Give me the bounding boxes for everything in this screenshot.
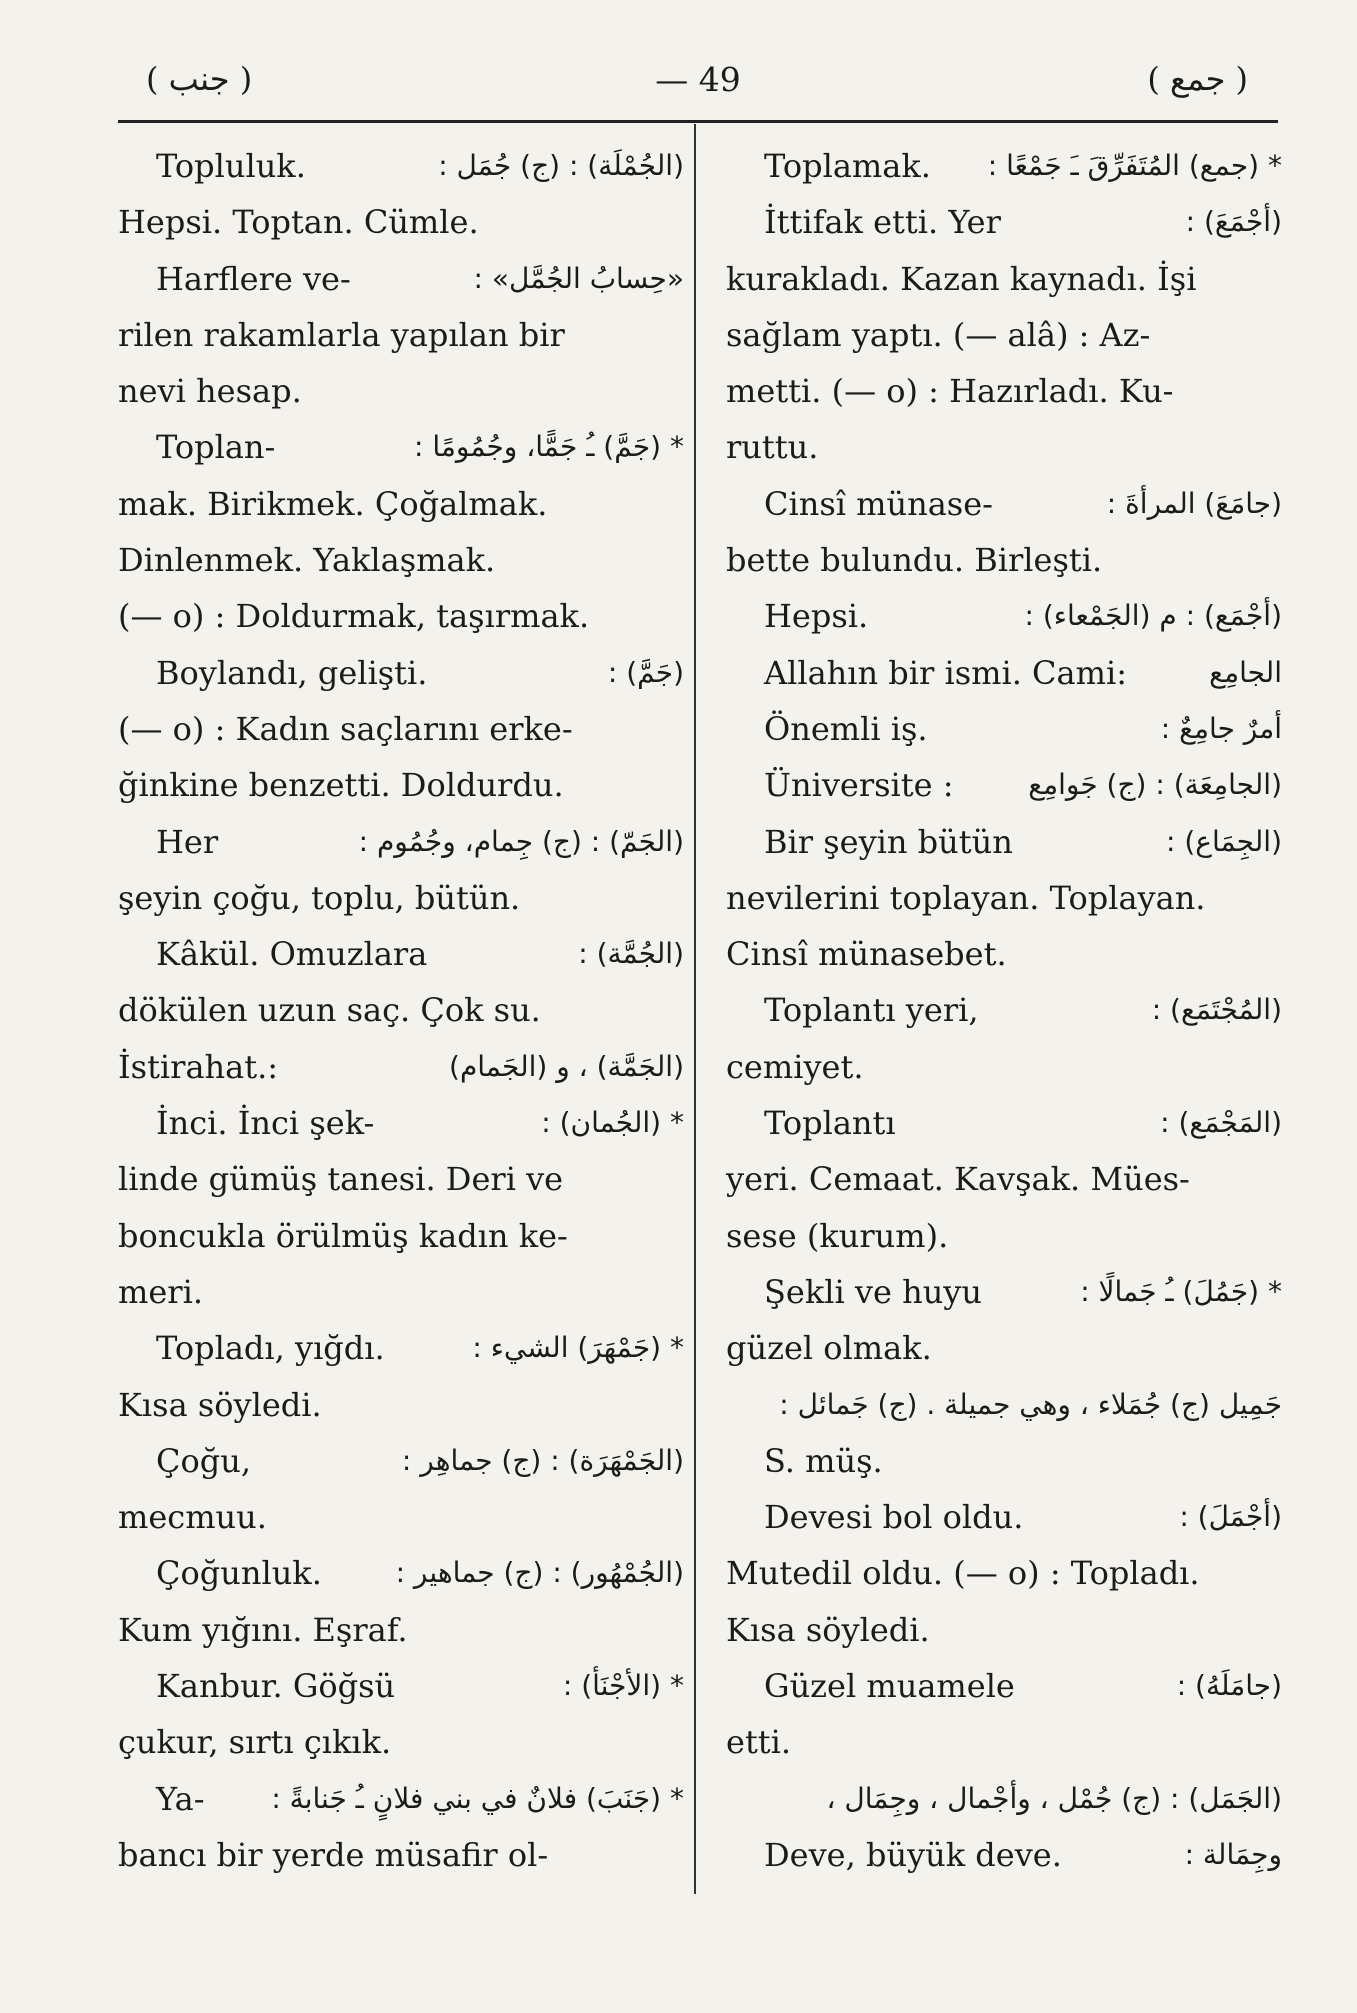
arabic-headword: (أجْمَلَ) :	[1179, 1500, 1282, 1534]
arabic-headword: (الجَمَّة) ، و (الجَمام)	[449, 1049, 684, 1083]
dictionary-line	[118, 476, 684, 532]
dictionary-line	[726, 701, 1282, 757]
dictionary-line	[726, 1714, 1282, 1770]
dictionary-line	[118, 1545, 684, 1601]
turkish-text: çukur, sırtı çıkık.	[118, 1723, 392, 1762]
turkish-text: Allahın bir ismi. Cami:	[764, 653, 1127, 692]
dictionary-line	[726, 476, 1282, 532]
turkish-text: Şekli ve huyu	[764, 1272, 982, 1311]
right-column	[726, 138, 1282, 1883]
left-column	[118, 138, 684, 1883]
dictionary-line	[118, 419, 684, 475]
dictionary-line	[118, 870, 684, 926]
dictionary-line	[726, 251, 1282, 307]
dictionary-line	[726, 1039, 1282, 1095]
turkish-text: Her	[156, 822, 219, 861]
arabic-headword: (جامَعَ) المرأةَ :	[1106, 486, 1282, 520]
turkish-text: bette bulundu. Birleşti.	[726, 541, 1103, 580]
dictionary-line	[118, 1320, 684, 1376]
turkish-text: Kum yığını. Eşraf.	[118, 1610, 408, 1649]
turkish-text: güzel olmak.	[726, 1329, 932, 1368]
turkish-text: İstirahat.:	[118, 1047, 279, 1086]
dictionary-line	[118, 1208, 684, 1264]
dictionary-line	[118, 1602, 684, 1658]
arabic-headword: (الجُمْلَة) : (ج) جُمَل :	[438, 149, 684, 182]
dictionary-line	[118, 1039, 684, 1095]
dictionary-line	[118, 194, 684, 250]
turkish-text: (— o) : Kadın saçlarını erke-	[118, 709, 573, 748]
turkish-text: nevilerini toplayan. Toplayan.	[726, 878, 1206, 917]
dictionary-line	[726, 1489, 1282, 1545]
arabic-headword: (المُجْتَمَع) :	[1151, 993, 1282, 1027]
dictionary-line	[118, 1658, 684, 1714]
turkish-text: Çoğu,	[156, 1441, 252, 1480]
dictionary-line	[726, 532, 1282, 588]
turkish-text: mecmuu.	[118, 1498, 267, 1537]
page-header	[118, 52, 1278, 138]
arabic-headword: * (الجُمان) :	[541, 1106, 684, 1140]
dictionary-line	[118, 645, 684, 701]
dictionary-line	[726, 757, 1282, 813]
turkish-text: Çoğunluk.	[156, 1554, 322, 1593]
dictionary-line	[726, 645, 1282, 701]
turkish-text: kurakladı. Kazan kaynadı. İşi	[726, 259, 1197, 298]
turkish-text: Hepsi.	[764, 597, 869, 636]
dictionary-line	[726, 138, 1282, 194]
dictionary-line	[726, 1545, 1282, 1601]
dictionary-line	[118, 532, 684, 588]
turkish-text: mak. Birikmek. Çoğalmak.	[118, 484, 548, 523]
dictionary-line	[118, 982, 684, 1038]
dictionary-line	[726, 1208, 1282, 1264]
turkish-text: Topladı, yığdı.	[156, 1329, 385, 1368]
dictionary-line	[726, 307, 1282, 363]
dictionary-line	[726, 1658, 1282, 1714]
arabic-headword: «حِسابُ الجُمَّل» :	[473, 261, 684, 295]
turkish-text: Toplan-	[156, 428, 276, 467]
turkish-text: Toplamak.	[764, 147, 931, 185]
turkish-text: bancı bir yerde müsafir ol-	[118, 1835, 549, 1874]
dictionary-line	[118, 138, 684, 194]
dictionary-line	[726, 194, 1282, 250]
dictionary-line	[726, 1264, 1282, 1320]
turkish-text: ruttu.	[726, 428, 819, 467]
arabic-headword: جَمِيل (ج) جُمَلاء ، وهي جميلة . (ج) جَمائل :	[779, 1387, 1282, 1421]
arabic-headword: (أجْمَعَ) :	[1185, 205, 1282, 239]
dictionary-line	[118, 1377, 684, 1433]
turkish-text: Ya-	[156, 1779, 205, 1818]
arabic-headword: أمرٌ جامِعٌ :	[1160, 711, 1282, 745]
dictionary-line	[726, 1771, 1282, 1827]
turkish-text: Bir şeyin bütün	[764, 822, 1013, 861]
turkish-text: Deve, büyük deve.	[764, 1835, 1062, 1874]
arabic-headword: (الجِمَاع) :	[1166, 824, 1282, 858]
dictionary-line	[118, 926, 684, 982]
turkish-text: şeyin çoğu, toplu, bütün.	[118, 878, 521, 917]
turkish-text: (— o) : Doldurmak, taşırmak.	[118, 597, 590, 636]
arabic-headword: (الجُمَّة) :	[578, 937, 684, 971]
dictionary-line	[118, 363, 684, 419]
dictionary-line	[118, 588, 684, 644]
turkish-text: Toplantı yeri,	[764, 991, 979, 1030]
turkish-text: linde gümüş tanesi. Deri ve	[118, 1160, 564, 1199]
turkish-text: Dinlenmek. Yaklaşmak.	[118, 541, 496, 580]
arabic-headword: (الجَمْهَرَة) : (ج) جماهِر :	[401, 1443, 684, 1477]
arabic-headword: (الجُمْهُور) : (ج) جماهير :	[395, 1556, 684, 1590]
dictionary-line	[726, 1377, 1282, 1433]
arabic-headword: * (جَنَبَ) فلانٌ في بني فلانٍ ـُ جَنابةً :	[271, 1781, 684, 1815]
dictionary-line	[118, 1095, 684, 1151]
turkish-text: İnci. İnci şek-	[156, 1104, 375, 1143]
turkish-text: Kanbur. Göğsü	[156, 1667, 396, 1706]
dictionary-line	[726, 419, 1282, 475]
dictionary-line	[726, 1320, 1282, 1376]
dictionary-line	[726, 588, 1282, 644]
turkish-text: Kısa söyledi.	[726, 1610, 930, 1649]
header-rule	[118, 120, 1278, 123]
turkish-text: sağlam yaptı. (— alâ) : Az-	[726, 315, 1151, 354]
turkish-text: Boylandı, gelişti.	[156, 653, 428, 692]
dictionary-line	[118, 1771, 684, 1827]
dictionary-line	[726, 363, 1282, 419]
dictionary-line	[118, 757, 684, 813]
arabic-headword: (أجْمَع) : م (الجَمْعاء) :	[1024, 599, 1282, 633]
turkish-text: Kısa söyledi.	[118, 1385, 322, 1424]
dictionary-line	[118, 307, 684, 363]
turkish-text: Cinsî münasebet.	[726, 935, 1007, 974]
turkish-text: metti. (— o) : Hazırladı. Ku-	[726, 372, 1174, 411]
arabic-headword: (الجامِعَة) : (ج) جَوامِع	[1028, 768, 1282, 802]
dictionary-line	[118, 1151, 684, 1207]
dictionary-line	[726, 1433, 1282, 1489]
dictionary-line	[118, 1489, 684, 1545]
arabic-headword: * (جَمْهَرَ) الشيء :	[472, 1331, 684, 1365]
arabic-headword: * (الأجْنَأ) :	[562, 1669, 684, 1703]
turkish-text: ğinkine benzetti. Doldurdu.	[118, 766, 564, 805]
turkish-text: sese (kurum).	[726, 1216, 949, 1255]
arabic-headword: (الجَمَل) : (ج) جُمْل ، وأجْمال ، وجِمَال ،	[826, 1781, 1282, 1815]
turkish-text: Üniversite :	[764, 766, 954, 805]
dictionary-line	[118, 1714, 684, 1770]
dictionary-line	[118, 1264, 684, 1320]
turkish-text: Cinsî münase-	[764, 484, 993, 523]
dictionary-line	[726, 1827, 1282, 1883]
turkish-text: etti.	[726, 1723, 792, 1762]
arabic-headword: (جامَلَهُ) :	[1176, 1669, 1282, 1703]
turkish-text: dökülen uzun saç. Çok su.	[118, 991, 541, 1030]
turkish-text: Önemli iş.	[764, 709, 928, 748]
turkish-text: meri.	[118, 1272, 203, 1311]
dictionary-line	[726, 926, 1282, 982]
turkish-text: S. müş.	[764, 1441, 883, 1480]
header-left-keyword: ( جنب )	[146, 60, 253, 98]
arabic-headword: * (جمع) المُتَفَرِّقَ ـَ جَمْعًا :	[987, 149, 1282, 182]
dictionary-line	[726, 1151, 1282, 1207]
turkish-text: nevi hesap.	[118, 372, 302, 411]
column-divider	[694, 124, 696, 1894]
arabic-headword: الجامِع	[1209, 655, 1282, 689]
dictionary-line	[118, 701, 684, 757]
arabic-headword: (الجَمّ) : (ج) جِمام، وجُمُوم :	[358, 824, 684, 858]
turkish-text: Toplantı	[764, 1104, 896, 1143]
dictionary-line	[118, 1827, 684, 1883]
turkish-text: Kâkül. Omuzlara	[156, 935, 428, 974]
arabic-headword: وجِمَالة :	[1184, 1837, 1282, 1871]
dictionary-line	[118, 1433, 684, 1489]
turkish-text: Devesi bol oldu.	[764, 1498, 1024, 1537]
dictionary-line	[726, 1095, 1282, 1151]
dictionary-line	[726, 982, 1282, 1038]
turkish-text: Güzel muamele	[764, 1667, 1015, 1706]
turkish-text: Topluluk.	[156, 147, 306, 185]
header-right-keyword: ( جمع )	[1147, 60, 1248, 98]
turkish-text: rilen rakamlarla yapılan bir	[118, 315, 565, 354]
turkish-text: cemiyet.	[726, 1047, 864, 1086]
arabic-headword: (جَمَّ) :	[607, 655, 684, 689]
turkish-text: Mutedil oldu. (— o) : Topladı.	[726, 1554, 1200, 1593]
dictionary-line	[726, 870, 1282, 926]
turkish-text: Hepsi. Toptan. Cümle.	[118, 203, 479, 242]
dictionary-line	[726, 814, 1282, 870]
page-number: — 49 —	[655, 60, 741, 138]
turkish-text: yeri. Cemaat. Kavşak. Mües-	[726, 1160, 1190, 1199]
arabic-headword: * (جَمُلَ) ـُ جَمالًا :	[1080, 1274, 1282, 1308]
arabic-headword: * (جَمَّ) ـُ جَمًّا، وجُمُومًا :	[413, 430, 684, 464]
arabic-headword: (المَجْمَع) :	[1160, 1106, 1282, 1140]
turkish-text: İttifak etti. Yer	[764, 203, 1001, 242]
dictionary-line	[118, 814, 684, 870]
dictionary-line	[118, 251, 684, 307]
turkish-text: boncukla örülmüş kadın ke-	[118, 1216, 568, 1255]
turkish-text: Harflere ve-	[156, 259, 351, 298]
dictionary-line	[726, 1602, 1282, 1658]
